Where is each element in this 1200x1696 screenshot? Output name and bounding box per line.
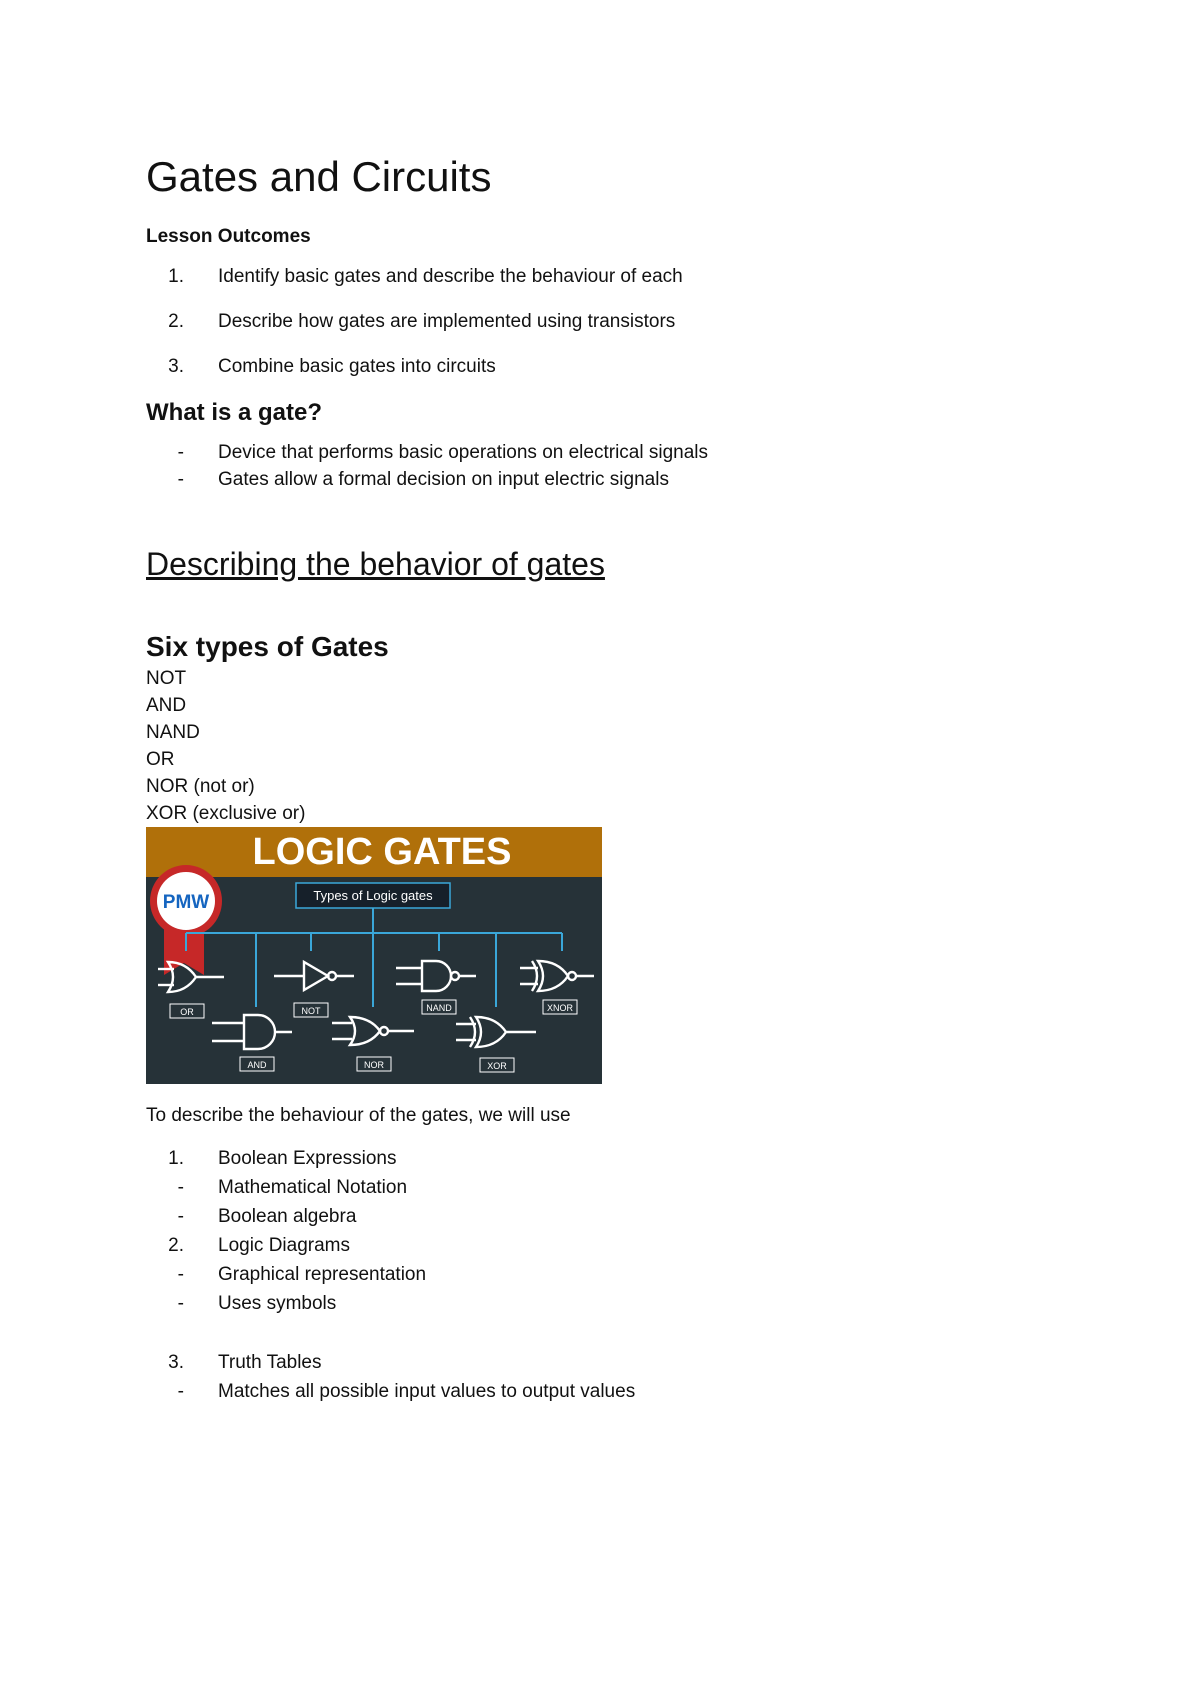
list-item: - Mathematical Notation: [177, 1177, 408, 1198]
types-heading: Six types of Gates: [146, 631, 389, 662]
and-label: AND: [247, 1060, 267, 1070]
intro-text: To describe the behaviour of the gates, we will use: [146, 1105, 571, 1126]
what-is-a-gate-heading: What is a gate?: [146, 399, 323, 426]
gate-type: AND: [146, 695, 187, 716]
list-item: 1. Identify basic gates and describe the behaviour of each: [168, 266, 683, 287]
gate-type: NOT: [146, 668, 187, 689]
list-item: - Graphical representation: [177, 1264, 427, 1285]
list-item: - Matches all possible input values to output values: [177, 1381, 636, 1402]
gate-type: NOR (not or): [146, 776, 255, 797]
what-points-list: [146, 439, 1046, 493]
list-item: - Gates allow a formal decision on input electric signals: [177, 469, 669, 490]
list-item: 2. Logic Diagrams: [168, 1235, 350, 1256]
xor-label: XOR: [487, 1061, 507, 1071]
outcomes-list: [146, 264, 1046, 380]
logic-gates-image: [146, 827, 602, 1084]
badge-text: PMW: [162, 892, 210, 913]
list-item: 1. Boolean Expressions: [168, 1148, 397, 1169]
gate-types-list: [146, 665, 1046, 827]
or-label: OR: [180, 1007, 194, 1017]
list-item: - Device that performs basic operations on electrical signals: [177, 442, 709, 463]
methods-list: [146, 1144, 1046, 1406]
page-title: Gates and Circuits: [146, 153, 492, 200]
list-item: - Uses symbols: [177, 1293, 337, 1314]
list-item: 2. Describe how gates are implemented using transistors: [168, 311, 676, 332]
nand-label: NAND: [426, 1003, 452, 1013]
not-label: NOT: [301, 1006, 321, 1016]
gate-type: NAND: [146, 722, 200, 743]
list-item: 3. Combine basic gates into circuits: [168, 356, 496, 377]
gate-type: XOR (exclusive or): [146, 803, 306, 824]
document-page: [146, 150, 1046, 1406]
lesson-outcomes-label: Lesson Outcomes: [146, 226, 311, 247]
xnor-label: XNOR: [546, 1003, 574, 1013]
nor-label: NOR: [364, 1060, 384, 1070]
section-heading: Describing the behavior of gates: [146, 546, 605, 582]
list-item: 3. Truth Tables: [168, 1352, 322, 1373]
subtitle-text: Types of Logic gates: [313, 888, 433, 903]
list-item: - Boolean algebra: [177, 1206, 357, 1227]
gate-type: OR: [146, 749, 175, 770]
banner-title: LOGIC GATES: [252, 831, 512, 873]
